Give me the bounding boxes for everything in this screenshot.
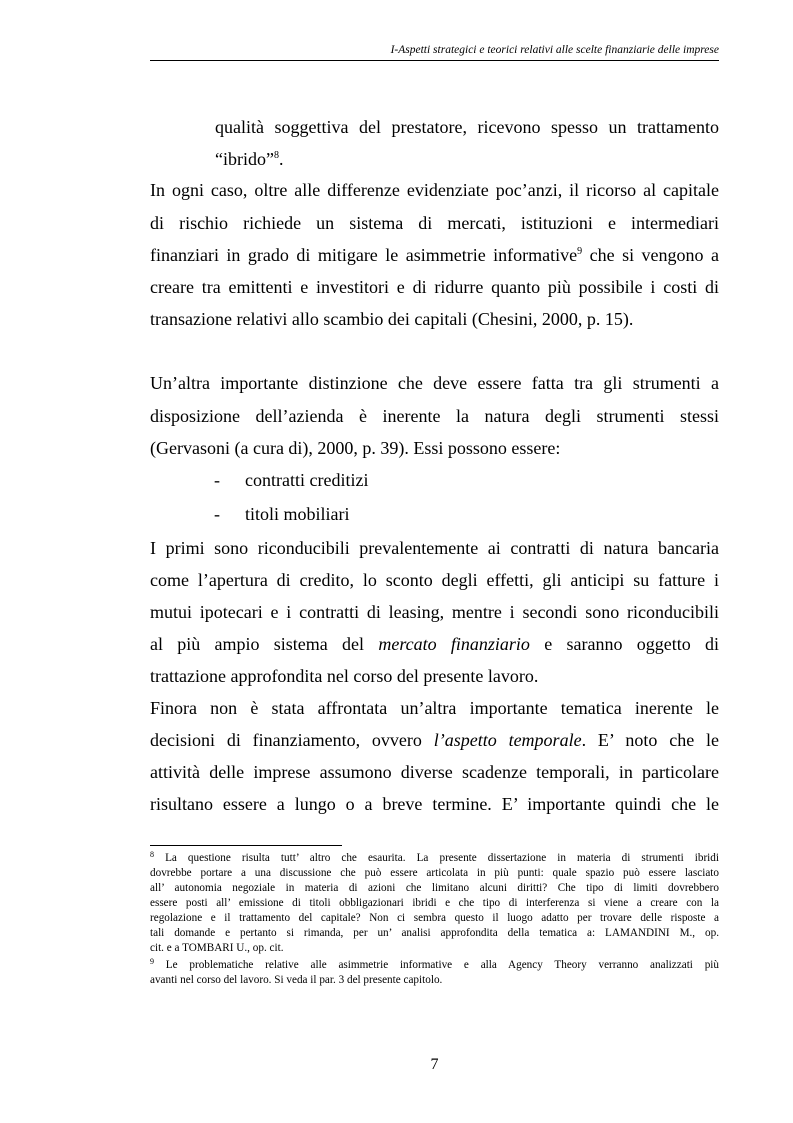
footnote-ref[interactable]: 8 [273,150,279,161]
footnote-line: $^8$ La questione risulta tutt’ altro che esaurita. La presente dissertazione in materia di strumenti ibridi [150,850,719,864]
bullet-item: titoli mobiliari [245,504,350,524]
paragraph-line: I primi sono riconducibili prevalentemente ai contratti di natura bancaria [150,538,719,558]
paragraph-line: trattazione approfondita nel corso del presente lavoro. [150,666,539,686]
paragraph-line: Finora non è stata affrontata un’altra importante tematica inerente le [150,698,719,718]
footnote-line: $^9$ Le problematiche relative alle asimmetrie informative e alla Agency Theory verranno analizzati più [150,957,719,971]
paragraph-line: transazione relativi allo scambio dei capitali (Chesini, 2000, p. 15). [150,309,634,329]
footnote-line: cit. e a TOMBARI U., op. cit. [150,942,284,954]
paragraph-line: disposizione dell’azienda è inerente la natura degli strumenti stessi [150,406,719,426]
paragraph-line: finanziari in grado di mitigare le asimmetrie informative$^9$ che si vengono a [150,245,719,265]
running-header: I-Aspetti strategici e teorici relativi alle scelte finanziarie delle imprese [390,44,719,56]
paragraph-line: come l’apertura di credito, lo sconto degli effetti, gli anticipi su fatture i [150,570,719,590]
bullet-item: contratti creditizi [245,470,369,490]
paragraph-line: risultano essere a lungo o a breve termine. E’ importante quindi che le [150,794,719,814]
page-number: 7 [430,1056,439,1073]
quote-line: “ibrido”$^8$. [215,149,284,169]
bullet-dash: - [214,470,220,490]
quote-line: qualità soggettiva del prestatore, ricevono spesso un trattamento [215,117,719,137]
footnote-separator [150,845,342,846]
emphasis: l’aspetto temporale [433,730,582,750]
paragraph-line: al più ampio sistema del mercato finanziario e saranno oggetto di [150,634,719,654]
paragraph-line: Un’altra importante distinzione che deve essere fatta tra gli strumenti a [150,373,719,393]
paragraph-line: attività delle imprese assumono diverse scadenze temporali, in particolare [150,762,719,782]
paragraph-line: In ogni caso, oltre alle differenze evidenziate poc’anzi, il ricorso al capitale [150,180,719,200]
paragraph-line: creare tra emittenti e investitori e di ridurre quanto più possibile i costi di [150,277,719,297]
footnote-number: 9 [150,957,154,966]
footnote-line: tali domande e pertanto si rimanda, per un’ analisi approfondita della tematica a: LAMANDINI M., op. [150,927,719,939]
footnote-line: essere posti all’ emissione di titoli obbligazionari ibridi e che tipo di interferenza si viene a creare con la [150,897,719,909]
paragraph-line: di rischio richiede un sistema di mercati, istituzioni e intermediari [150,213,719,233]
paragraph-line: mutui ipotecari e i contratti di leasing, mentre i secondi sono riconducibili [150,602,719,622]
paragraph-line: (Gervasoni (a cura di), 2000, p. 39). Essi possono essere: [150,438,561,458]
footnote-line: avanti nel corso del lavoro. Si veda il par. 3 del presente capitolo. [150,974,443,986]
paragraph-line: decisioni di finanziamento, ovvero l’aspetto temporale. E’ noto che le [150,730,719,750]
bullet-dash: - [214,504,220,524]
header-rule [150,60,719,61]
footnote-number: 8 [150,850,154,859]
footnote-ref[interactable]: 9 [577,246,583,257]
footnote-line: regolazione e il trattamento del capitale? Non ci sembra questo il luogo adatto per trovare delle risposte a [150,912,719,924]
footnote-line: dovrebbe portare a una discussione che può essere articolata in più punti: quale spazio può essere lasciato [150,867,719,879]
emphasis: mercato finanziario [378,634,530,654]
footnote-line: all’ autonomia negoziale in materia di azioni che limitano alcuni diritti? Che tipo di limiti dovrebbero [150,882,719,894]
